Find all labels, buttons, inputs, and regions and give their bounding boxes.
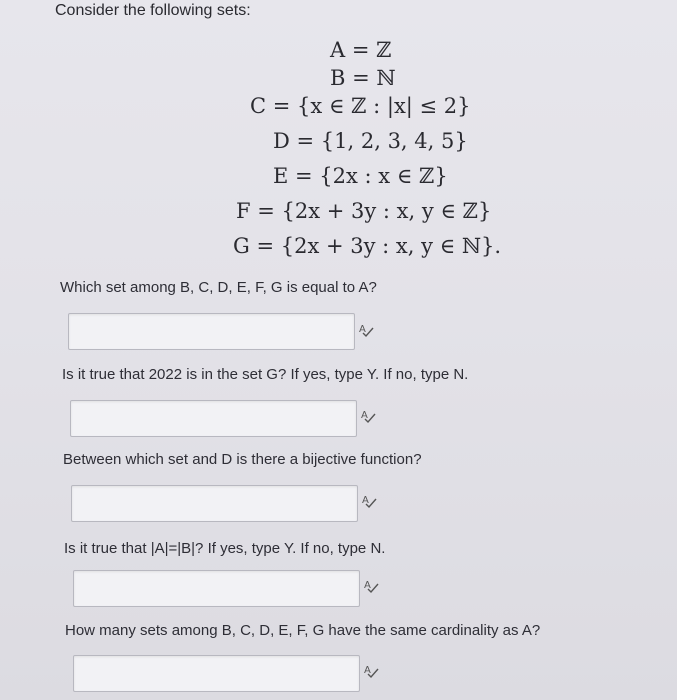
question-1-text: Which set among B, C, D, E, F, G is equal to A? (60, 279, 377, 296)
intro-text: Consider the following sets: (55, 2, 251, 19)
set-definition-c: C = {x ∈ ℤ : |x| ≤ 2} (250, 94, 471, 118)
question-4-answer-input[interactable] (73, 570, 360, 607)
set-definition-d: D = {1, 2, 3, 4, 5} (273, 129, 468, 153)
set-definition-a: A = ℤ (330, 38, 392, 62)
question-5-text: How many sets among B, C, D, E, F, G have the same cardinality as A? (65, 622, 541, 639)
spell-check-icon[interactable] (363, 663, 379, 679)
question-3-text: Between which set and D is there a bijective function? (63, 451, 422, 468)
set-definition-e: E = {2x : x ∈ ℤ} (273, 164, 448, 188)
question-2-text: Is it true that 2022 is in the set G? If yes, type Y. If no, type N. (62, 366, 469, 383)
question-4-text: Is it true that |A|=|B|? If yes, type Y. If no, type N. (64, 540, 386, 557)
svg-text:A: A (364, 665, 371, 676)
set-definition-b: B = ℕ (330, 66, 396, 90)
svg-text:A: A (364, 580, 371, 591)
set-definition-f: F = {2x + 3y : x, y ∈ ℤ} (236, 199, 492, 223)
spell-check-icon[interactable] (360, 408, 376, 424)
question-1-answer-input[interactable] (68, 313, 355, 350)
spell-check-icon[interactable] (361, 493, 377, 509)
set-definition-g: G = {2x + 3y : x, y ∈ ℕ}. (233, 234, 502, 258)
svg-text:A: A (361, 410, 368, 421)
spell-check-icon[interactable] (358, 322, 374, 338)
question-3-answer-input[interactable] (71, 485, 358, 522)
question-5-answer-input[interactable] (73, 655, 360, 692)
spell-check-icon[interactable] (363, 578, 379, 594)
svg-text:A: A (359, 324, 366, 335)
question-2-answer-input[interactable] (70, 400, 357, 437)
svg-text:A: A (362, 495, 369, 506)
